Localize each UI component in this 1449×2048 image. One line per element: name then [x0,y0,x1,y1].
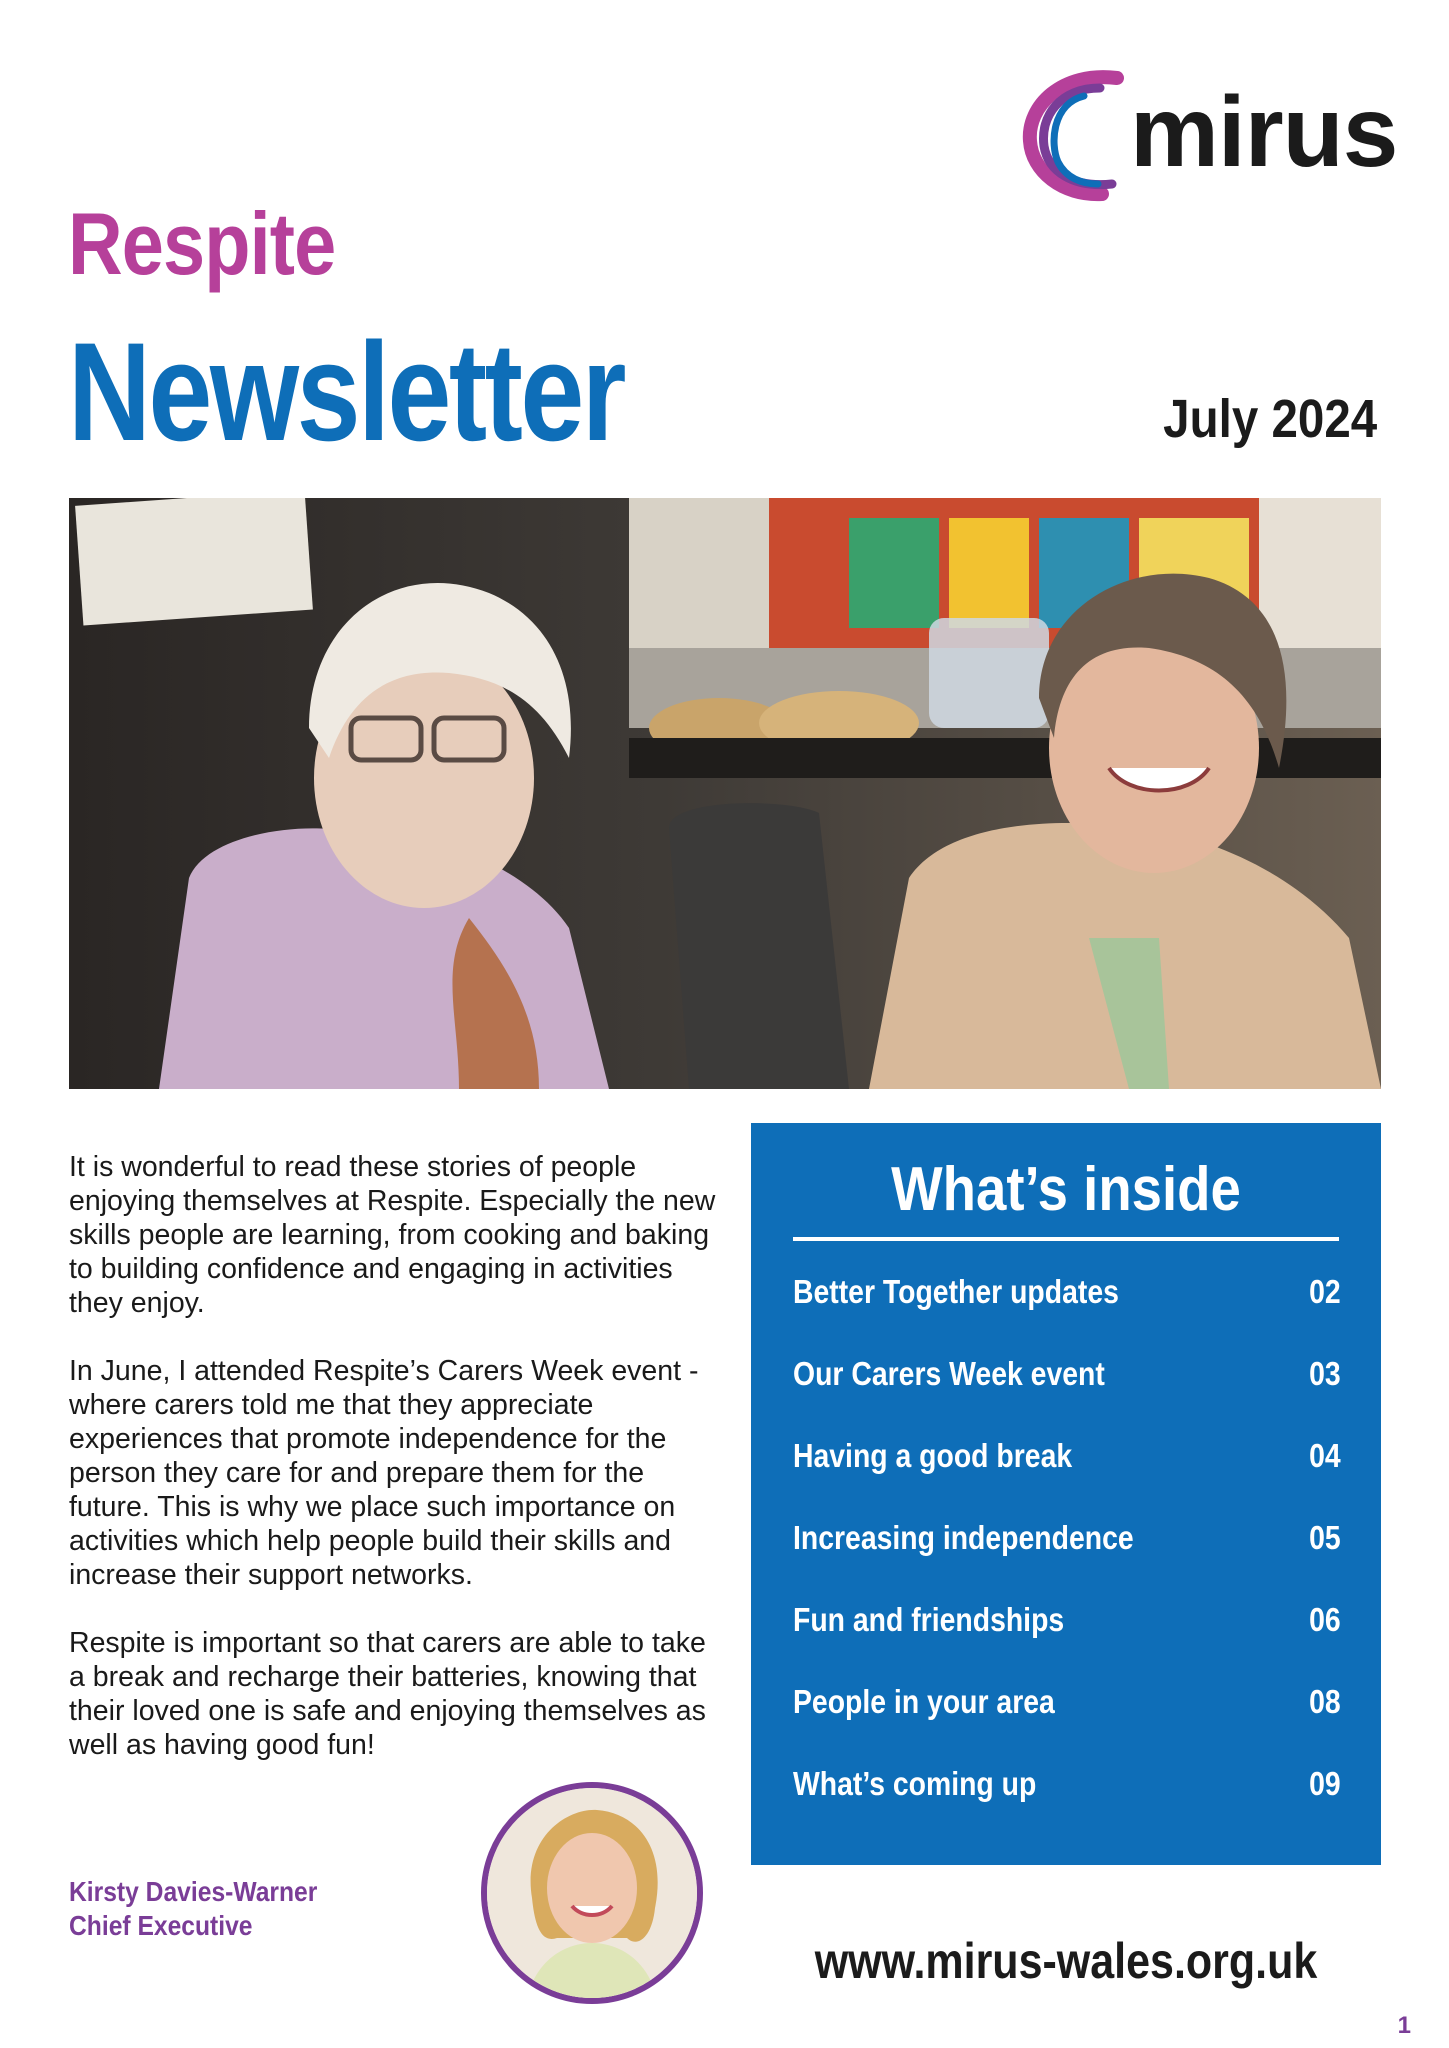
signer-role: Chief Executive [69,1910,253,1941]
toc-item[interactable] [793,1275,1341,1357]
website-link[interactable]: www.mirus-wales.org.uk [814,1933,1318,1989]
toc-item[interactable] [793,1603,1341,1685]
mirus-swirl-icon [1022,66,1132,206]
toc-list [793,1275,1341,1849]
toc-item[interactable] [793,1521,1341,1603]
toc-item-label: Better Together updates [793,1273,1119,1310]
toc-item[interactable] [793,1685,1341,1767]
signer-name: Kirsty Davies-Warner [69,1876,318,1907]
toc-item-page: 05 [1309,1519,1341,1556]
toc-title: What’s inside [891,1155,1241,1224]
signature-block [69,1875,317,1943]
intro-paragraph-1: It is wonderful to read these stories of people enjoying themselves at Respite. Especially the new skills people are learning, from cooking and baking to building confidence and engaging in activities they enjoy. [69,1151,716,1319]
title-newsletter: Newsletter [68,313,625,470]
signer-avatar [481,1782,703,2004]
toc-item-label: Having a good break [793,1437,1073,1474]
toc-item-page: 06 [1309,1601,1341,1638]
toc-item-label: What’s coming up [793,1765,1037,1802]
whats-inside-box [751,1123,1381,1865]
toc-item-page: 03 [1309,1355,1341,1392]
hero-photo [69,498,1381,1089]
intro-paragraph-2: In June, I attended Respite’s Carers Week event - where carers told me that they appreciate experiences that promote independence for the person they care for and prepare them for the future. This is why we place such importance on activities which help people build their skills and increase their support networks. [69,1355,699,1591]
toc-item-label: People in your area [793,1683,1055,1720]
toc-item-label: Increasing independence [793,1519,1134,1556]
intro-paragraph-3: Respite is important so that carers are able to take a break and recharge their batteries, knowing that their loved one is safe and enjoying themselves as well as having good fun! [69,1627,706,1761]
toc-item-page: 08 [1309,1683,1341,1720]
toc-item-page: 09 [1309,1765,1341,1802]
toc-item[interactable] [793,1357,1341,1439]
toc-item-page: 02 [1309,1273,1341,1310]
toc-item[interactable] [793,1767,1341,1849]
mirus-logo [1022,66,1398,206]
logo-wordmark: mirus [1130,76,1398,188]
toc-item-label: Fun and friendships [793,1601,1065,1638]
toc-item-label: Our Carers Week event [793,1355,1105,1392]
toc-item[interactable] [793,1439,1341,1521]
toc-item-page: 04 [1309,1437,1341,1474]
title-respite: Respite [68,194,336,293]
page-number: 1 [1397,2012,1411,2039]
toc-divider [793,1237,1339,1241]
issue-date: July 2024 [1162,389,1377,449]
intro-letter [69,1150,729,1796]
